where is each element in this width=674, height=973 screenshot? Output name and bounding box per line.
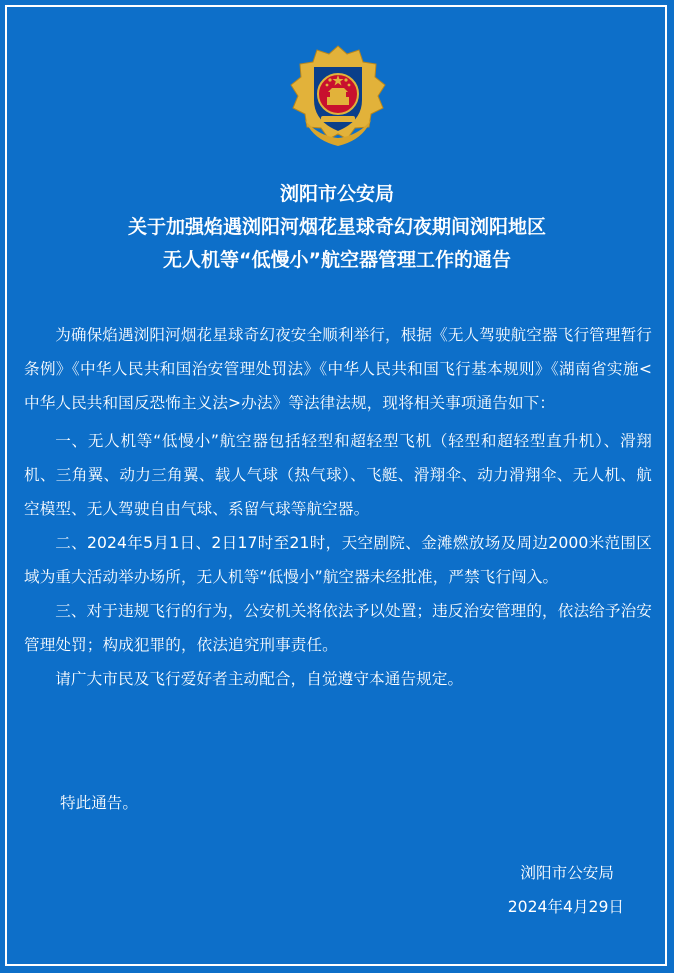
item-3-paragraph: 三、对于违规飞行的行为，公安机关将依法予以处置；违反治安管理的，依法给予治安管理处罚；构成犯罪的，依法追究刑事责任。	[24, 602, 652, 654]
item-2-paragraph: 二、2024年5月1日、2日17时至21时，天空剧院、金滩燃放场及周边2000米范围区域为重大活动举办场所，无人机等“低慢小”航空器未经批准，严禁飞行闯入。	[24, 534, 652, 586]
signature-org: 浏阳市公安局	[520, 864, 614, 882]
police-badge-icon	[283, 42, 393, 152]
signature-block	[508, 856, 624, 924]
item-1-paragraph: 一、无人机等“低慢小”航空器包括轻型和超轻型飞机（轻型和超轻型直升机）、滑翔机、三角翼、动力三角翼、载人气球（热气球）、飞艇、滑翔伞、动力滑翔伞、无人机、航空模型、无人驾驶自由气球、系留气球等航空器。	[24, 432, 652, 518]
title-subject-2: 无人机等“低慢小”航空器管理工作的通告	[163, 249, 511, 271]
title-agency: 浏阳市公安局	[279, 183, 394, 205]
appeal-paragraph: 请广大市民及飞行爱好者主动配合，自觉遵守本通告规定。	[55, 670, 464, 688]
notice-title	[0, 178, 674, 277]
notice-body	[24, 318, 652, 696]
signature-date: 2024年4月29日	[507, 898, 624, 916]
closing-text: 特此通告。	[60, 794, 138, 812]
intro-paragraph: 为确保焰遇浏阳河烟花星球奇幻夜安全顺利举行，根据《无人驾驶航空器飞行管理暂行条例》《中华人民共和国治安管理处罚法》《中华人民共和国飞行基本规则》《湖南省实施<中华人民共和国反恐怖主义法>办法》等法律法规，现将相关事项通告如下：	[24, 326, 652, 412]
title-subject: 关于加强焰遇浏阳河烟花星球奇幻夜期间浏阳地区	[127, 216, 546, 238]
